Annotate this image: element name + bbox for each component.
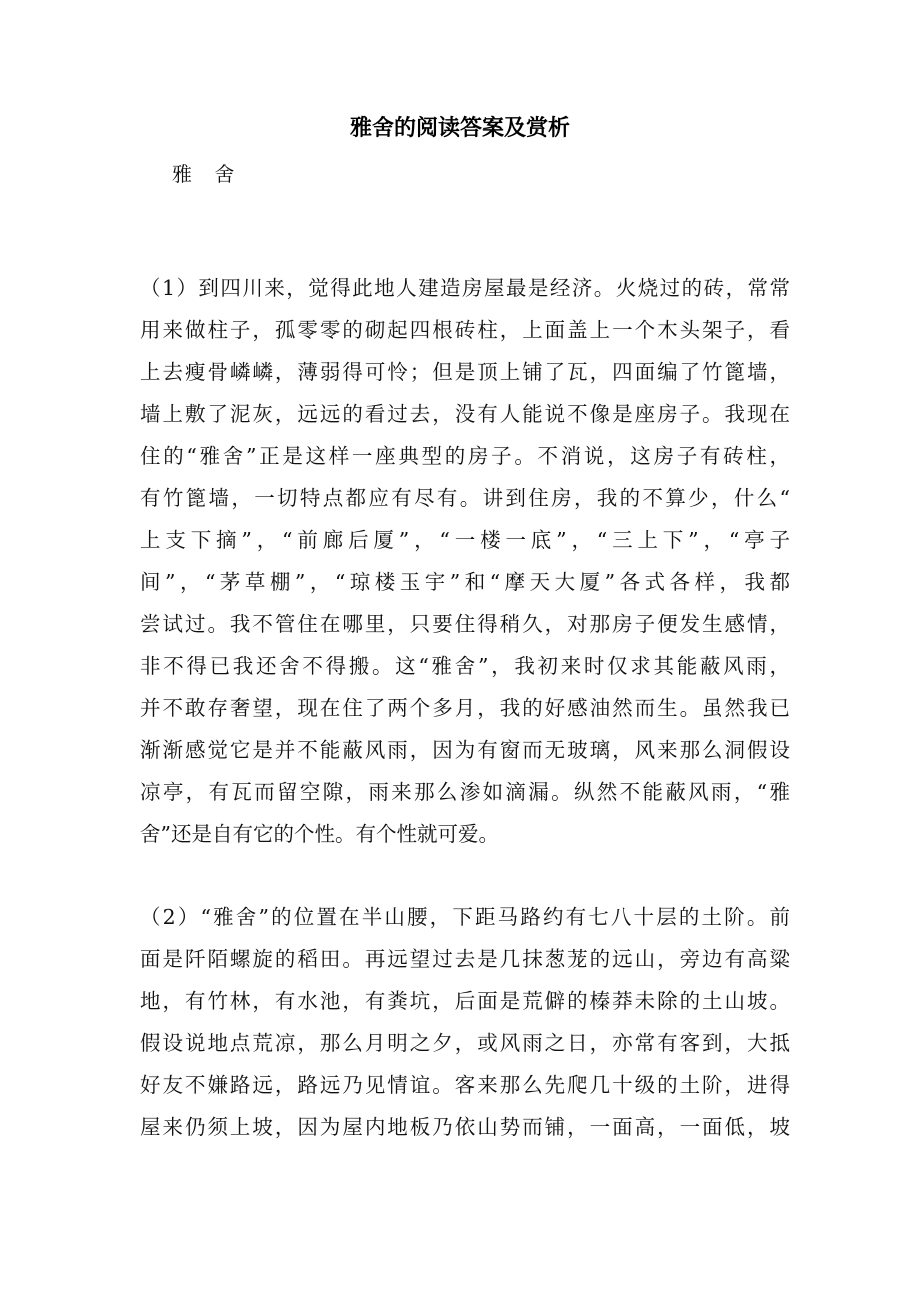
paragraph-line: 渐渐感觉它是并不能蔽风雨，因为有窗而无玻璃，风来那么洞假设: [140, 738, 790, 762]
paragraph-line: 有竹篦墙，一切特点都应有尽有。讲到住房，我的不算少，什么“: [140, 486, 790, 510]
paragraph-line: 墙上敷了泥灰，远远的看过去，没有人能说不像是座房子。我现在: [140, 402, 790, 426]
paragraph-line: 好友不嫌路远，路远乃见情谊。客来那么先爬几十级的土阶，进得: [140, 1073, 790, 1097]
essay-title-line: 雅 舍: [172, 162, 243, 186]
paragraph-2: [140, 896, 790, 1148]
paragraph-line: 假设说地点荒凉，那么月明之夕，或风雨之日，亦常有客到，大抵: [140, 1031, 790, 1055]
paragraph-line: 屋来仍须上坡，因为屋内地板乃依山势而铺，一面高，一面低，坡: [140, 1115, 790, 1139]
paragraph-1: [140, 267, 790, 855]
paragraph-line: 间”，“茅草棚”，“琼楼玉宇”和“摩天大厦”各式各样，我都: [140, 570, 790, 594]
paragraph-line: 面是阡陌螺旋的稻田。再远望过去是几抹葱茏的远山，旁边有高粱: [140, 947, 790, 971]
paragraph-line: 住的“雅舍”正是这样一座典型的房子。不消说，这房子有砖柱，: [140, 444, 790, 468]
paragraph-line: 非不得已我还舍不得搬。这“雅舍”，我初来时仅求其能蔽风雨，: [140, 654, 790, 678]
paragraph-line: 舍”还是自有它的个性。有个性就可爱。: [140, 822, 499, 846]
paragraph-line: 用来做柱子，孤零零的砌起四根砖柱，上面盖上一个木头架子，看: [140, 318, 790, 342]
paragraph-line: 并不敢存奢望，现在住了两个多月，我的好感油然而生。虽然我已: [140, 696, 790, 720]
paragraph-line: 凉亭，有瓦而留空隙，雨来那么渗如滴漏。纵然不能蔽风雨，“雅: [140, 780, 790, 804]
paragraph-line: 上支下摘”，“前廊后厦”，“一楼一底”，“三上下”，“亭子: [140, 528, 790, 552]
paragraph-line: 上去瘦骨嶙嶙，薄弱得可怜；但是顶上铺了瓦，四面编了竹篦墙，: [140, 360, 790, 384]
paragraph-line: 尝试过。我不管住在哪里，只要住得稍久，对那房子便发生感情，: [140, 612, 790, 636]
document-title: 雅舍的阅读答案及赏析: [349, 115, 570, 141]
paragraph-line: （2）“雅舍”的位置在半山腰，下距马路约有七八十层的土阶。前: [140, 905, 790, 929]
paragraph-line: （1）到四川来，觉得此地人建造房屋最是经济。火烧过的砖，常常: [140, 276, 790, 300]
paragraph-line: 地，有竹林，有水池，有粪坑，后面是荒僻的榛莽未除的土山坡。: [140, 989, 790, 1013]
